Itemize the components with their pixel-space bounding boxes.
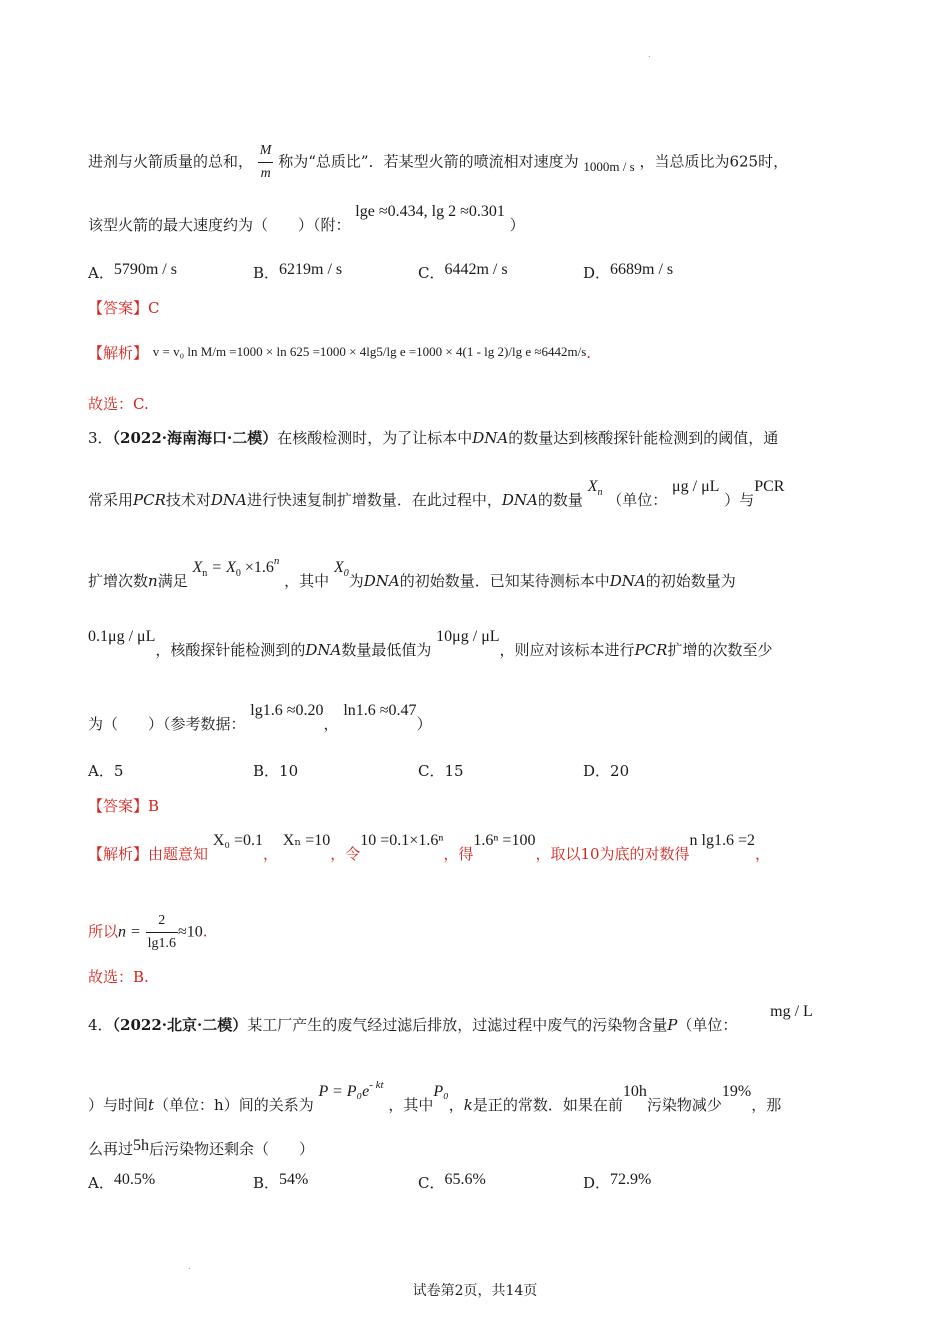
- text: 常采用: [88, 491, 134, 509]
- text: ）: [509, 216, 525, 234]
- text: ）与时间: [88, 1096, 149, 1114]
- text: ×1.6: [240, 559, 274, 576]
- text: DNA: [210, 491, 247, 509]
- text: 称为“总质比”．若某型火箭的喷流相对速度为: [278, 152, 579, 171]
- analysis-label: 【解析】: [88, 344, 149, 362]
- text: 数量最低值为: [341, 641, 432, 659]
- text: ，则应对该标本进行: [499, 641, 635, 659]
- unit: mg / L: [770, 1003, 813, 1020]
- text: DNA: [501, 491, 538, 509]
- text: （单位：h）间的关系为: [154, 1096, 314, 1114]
- xn-symbol: [587, 478, 603, 498]
- text: 由题意知: [148, 845, 209, 863]
- text: 么再过: [88, 1140, 134, 1158]
- question-number: 4．: [88, 1016, 113, 1034]
- text: ，: [448, 1096, 464, 1114]
- text: 进行快速复制扩增数量．在此过程中，: [246, 491, 502, 509]
- speed-value: 1000m / s: [583, 158, 635, 174]
- option-value: 10: [279, 762, 299, 780]
- text: ，当总质比为625时，: [639, 152, 789, 171]
- option-value: 15: [444, 762, 464, 780]
- q3-conclusion: 故选：B.: [88, 968, 149, 986]
- min-value: 10μg / μL: [436, 628, 500, 645]
- text: P₀: [433, 1083, 449, 1100]
- option-value: 6219m / s: [279, 261, 343, 278]
- text: PCR: [754, 478, 785, 495]
- text: ，令: [330, 845, 361, 863]
- equation: Xₙ =10: [282, 832, 331, 849]
- text: ，得: [443, 845, 474, 863]
- text: 5h: [133, 1137, 150, 1154]
- q3-analysis-line-1: [88, 832, 771, 866]
- q3-line-5: [88, 702, 432, 736]
- decorative-dot: .: [648, 50, 651, 59]
- q3-line-3: [88, 555, 736, 599]
- text: X: [192, 559, 203, 576]
- option-letter: C．: [418, 264, 445, 282]
- text: n: [148, 572, 158, 590]
- text: X: [333, 559, 344, 576]
- option-a: [88, 760, 123, 782]
- x0-symbol: [333, 559, 349, 579]
- q3-analysis-line-2: [88, 910, 208, 955]
- fraction-denominator: lg1.6: [147, 936, 176, 951]
- equation: X₀ =0.1: [212, 832, 263, 849]
- text: 后污染物还剩余（ ）: [149, 1140, 315, 1158]
- prev-answer: [88, 297, 160, 319]
- text: 19%: [721, 1083, 752, 1100]
- text: 扩增次数: [88, 572, 149, 590]
- q3-answer: [88, 795, 159, 817]
- option-value: 40.5%: [113, 1171, 156, 1188]
- fraction-numerator: M: [258, 140, 274, 163]
- prev-analysis: [88, 342, 591, 365]
- option-value: 54%: [279, 1171, 309, 1188]
- text: n: [597, 487, 603, 498]
- text: ≈10: [177, 923, 203, 941]
- text: 某工厂产生的废气经过滤后排放，过滤过程中废气的污染物含量: [247, 1016, 668, 1034]
- reference-data: ln1.6 ≈0.47: [343, 702, 417, 719]
- text: n: [202, 568, 208, 579]
- decay-formula: [318, 1079, 384, 1100]
- text: ，: [262, 845, 278, 863]
- option-d: [583, 760, 629, 782]
- text: .: [202, 922, 208, 941]
- q4-line-3: [88, 1138, 314, 1161]
- text: n =: [118, 923, 141, 941]
- text: 该型火箭的最大速度约为（ ）（附：: [88, 216, 351, 234]
- option-b: [253, 760, 298, 782]
- analysis-formula: v = v₀ ln M/m =1000 × ln 625 =1000 × 4lg5/lg e =1000 × 4(1 - lg 2)/lg e ≈6442m/s: [152, 344, 587, 359]
- text: ，其中: [388, 1096, 434, 1114]
- option-value: 20: [610, 762, 630, 780]
- text: 进剂与火箭质量的总和，: [88, 152, 254, 171]
- option-value: 65.6%: [444, 1171, 486, 1188]
- prev-question-line-1: [88, 140, 788, 185]
- option-letter: C．: [418, 1174, 445, 1192]
- option-c: [418, 1172, 486, 1195]
- option-value: 5: [113, 762, 124, 780]
- option-value: 72.9%: [610, 1171, 652, 1188]
- text: 的数量: [537, 491, 583, 509]
- text: ，其中: [284, 572, 330, 590]
- option-a: [88, 1172, 155, 1195]
- option-letter: B．: [253, 762, 280, 780]
- option-value: 6689m / s: [610, 261, 674, 278]
- option-letter: D．: [583, 264, 611, 282]
- text: = X: [207, 559, 236, 576]
- n-fraction: [146, 910, 178, 955]
- answer-value: B: [148, 797, 160, 815]
- q3-line-2: [88, 478, 785, 518]
- text: （单位：: [677, 1016, 738, 1034]
- analysis-label: 【解析】: [88, 845, 149, 863]
- answer-label: 【答案】: [88, 299, 149, 317]
- text: t: [148, 1096, 155, 1114]
- text: 0: [235, 568, 241, 579]
- text: - kt: [369, 1079, 384, 1091]
- text: ）: [416, 715, 432, 733]
- decorative-dot: .: [188, 1262, 191, 1271]
- option-value: 5790m / s: [113, 261, 177, 278]
- option-letter: C．: [418, 762, 445, 780]
- option-c: [418, 262, 508, 285]
- given-values: lge ≈0.434, lg 2 ≈0.301: [355, 203, 505, 220]
- option-letter: A．: [88, 264, 114, 282]
- text: P: [667, 1016, 678, 1034]
- text: ，那: [751, 1096, 782, 1114]
- fraction-numerator: 2: [146, 910, 178, 933]
- option-d: [583, 1172, 651, 1195]
- option-b: [253, 262, 342, 285]
- option-letter: A．: [88, 1174, 114, 1192]
- text: 的初始数量为: [645, 572, 736, 590]
- text: 满足: [157, 572, 188, 590]
- equation: 10 =0.1×1.6ⁿ: [360, 832, 444, 849]
- option-letter: D．: [583, 1174, 611, 1192]
- text: ，核酸探针能检测到的: [155, 641, 306, 659]
- text: DNA: [305, 641, 342, 659]
- equation: n lg1.6 =2: [689, 832, 756, 849]
- text: ，: [323, 715, 339, 733]
- text: PCR: [634, 641, 668, 659]
- initial-value: 0.1μg / μL: [88, 628, 156, 645]
- text: 技术对: [165, 491, 211, 509]
- text: P = P₀e: [318, 1083, 370, 1100]
- q4-line-2: [88, 1079, 782, 1117]
- option-letter: D．: [583, 762, 611, 780]
- text: X: [587, 478, 598, 495]
- equation: 1.6ⁿ =100: [473, 832, 536, 849]
- answer-label: 【答案】: [88, 797, 149, 815]
- text: 0: [343, 568, 349, 579]
- prev-question-line-2: [88, 203, 525, 237]
- text: 为: [348, 572, 364, 590]
- option-c: [418, 760, 464, 782]
- text: 为（ ）（参考数据：: [88, 715, 246, 733]
- text: k: [463, 1096, 473, 1114]
- text: 是正的常数．如果在前: [472, 1096, 623, 1114]
- reference-data: lg1.6 ≈0.20: [250, 702, 324, 719]
- text: 所以: [88, 922, 119, 941]
- text: DNA: [609, 572, 646, 590]
- text: PCR: [133, 491, 166, 509]
- page-footer: 试卷第2页，共14页: [412, 1283, 538, 1299]
- text: 10h: [622, 1083, 647, 1100]
- prev-conclusion: 故选：C.: [88, 395, 149, 413]
- text: ）与: [724, 491, 755, 509]
- question-number: 3．: [88, 429, 113, 447]
- q3-line-1: [88, 427, 778, 449]
- text: 的初始数量．已知某待测标本中: [399, 572, 610, 590]
- option-a: [88, 262, 177, 285]
- fraction-denominator: m: [260, 166, 271, 181]
- text: 污染物减少: [646, 1096, 722, 1114]
- option-b: [253, 1172, 308, 1195]
- option-letter: B．: [253, 264, 280, 282]
- text: ，: [755, 845, 771, 863]
- text: 的数量达到核酸探针能检测到的阈值，通: [508, 429, 779, 447]
- option-letter: A．: [88, 762, 114, 780]
- text: n: [273, 555, 280, 567]
- q4-line-1: [88, 1003, 813, 1037]
- text: 在核酸检测时，为了让标本中: [277, 429, 473, 447]
- text: （单位：: [607, 491, 668, 509]
- option-value: 6442m / s: [444, 261, 508, 278]
- text: .: [586, 344, 592, 362]
- option-letter: B．: [253, 1174, 280, 1192]
- text: DNA: [363, 572, 400, 590]
- text: 扩增的次数至少: [667, 641, 773, 659]
- question-source: （2022·海南海口·二模）: [112, 429, 278, 447]
- question-source: （2022·北京·二模）: [112, 1016, 248, 1034]
- mass-ratio-fraction: [258, 140, 274, 185]
- unit: μg / μL: [672, 478, 720, 495]
- text: DNA: [472, 429, 509, 447]
- q3-line-4: [88, 628, 773, 662]
- text: ，取以10为底的对数得: [535, 845, 690, 863]
- growth-formula: [192, 555, 280, 579]
- option-d: [583, 262, 673, 285]
- answer-value: C: [148, 299, 160, 317]
